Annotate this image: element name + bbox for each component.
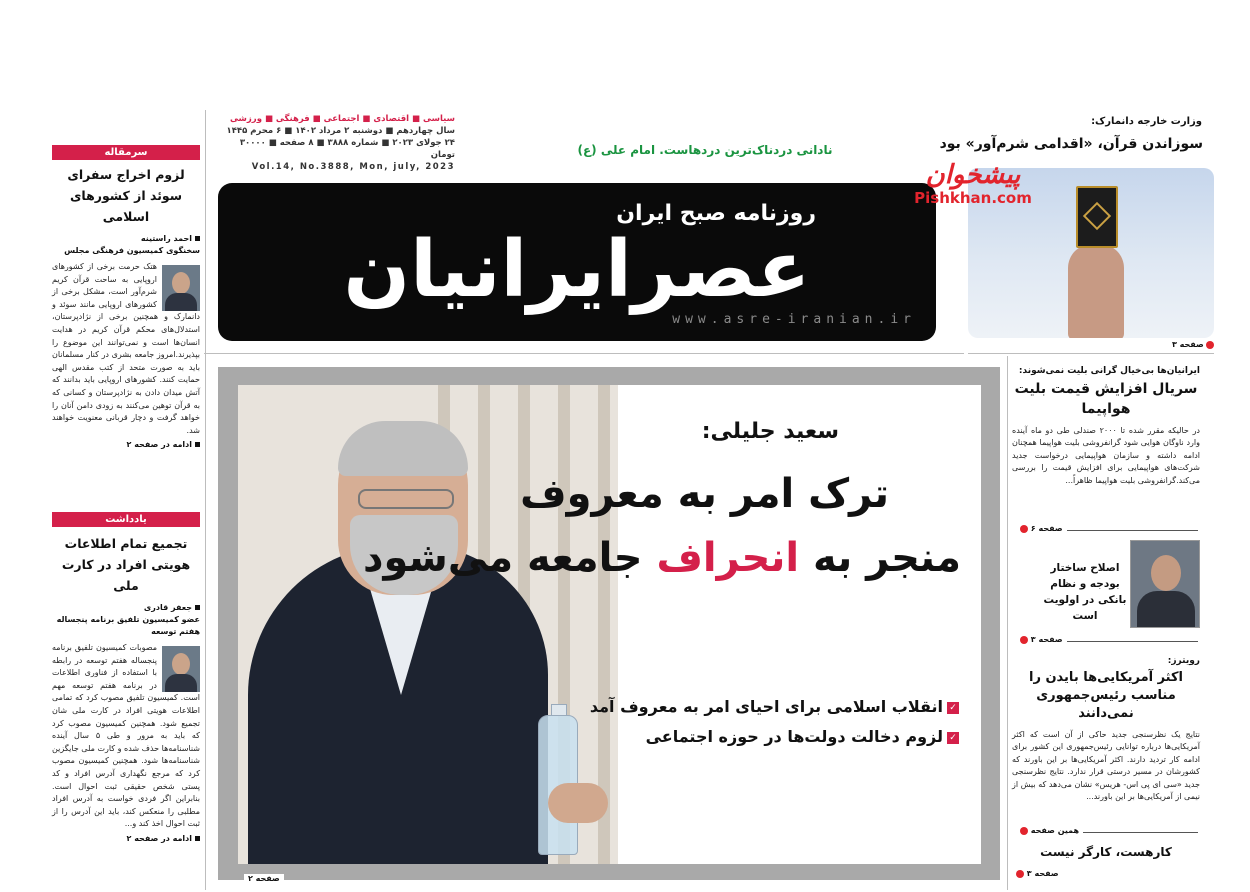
header-quote: نادانی دردناک‌ترین دردهاست. امام علی (ع)	[577, 143, 833, 157]
budget-headline[interactable]: اصلاح ساختار بودجه و نظام بانکی در اولویت است	[1043, 562, 1127, 622]
note-continued[interactable]: ادامه در صفحه ۲	[52, 834, 200, 843]
square-bullet-icon	[195, 836, 200, 841]
note-tag: یادداشت	[52, 512, 200, 527]
feature-panel	[238, 385, 981, 864]
jobs-page-ref[interactable]: صفحه ۳	[1014, 869, 1059, 878]
red-dot-icon	[1020, 525, 1028, 533]
editorial-headline[interactable]: لزوم اخراج سفرای سوئد از کشورهای اسلامی	[67, 167, 185, 224]
jobs-headline[interactable]: کارهست، کارگر نیست	[1040, 845, 1172, 859]
column-divider	[205, 110, 206, 890]
issue-line: ۲۴ جولای ۲۰۲۳ ■ شماره ۳۸۸۸ ■ ۸ صفحه ■ ۳۰۰۰۰ تومان	[239, 138, 455, 160]
editorial-tag: سرمقاله	[52, 145, 200, 160]
watermark-en: Pishkhan.com	[914, 189, 1032, 207]
masthead-url: www.asre-iranian.ir	[672, 312, 916, 327]
highlight-word: انحراف	[656, 535, 800, 581]
volume-line: Vol.14, No.3888, Mon, july, 2023	[251, 162, 455, 172]
column-divider	[1007, 356, 1008, 890]
masthead	[218, 183, 936, 341]
category-list: سیاسی ■ اقتصادی ■ اجتماعی ■ فرهنگی ■ ورزشی	[229, 114, 455, 124]
issue-meta	[215, 113, 455, 173]
editorial-continued[interactable]: ادامه در صفحه ۲	[52, 440, 200, 449]
reuters-headline[interactable]: اکثر آمریکایی‌ها بایدن را مناسب رئیس‌جمهوری نمی‌دانند	[1028, 670, 1184, 721]
note-author-role: عضو کمیسیون تلفیق برنامه پنجساله هفتم توسعه	[56, 615, 200, 636]
red-dot-icon	[1206, 341, 1214, 349]
feature-page-ref[interactable]: صفحه ۲	[244, 874, 284, 883]
note-headline[interactable]: تجمیع تمام اطلاعات هویتی افراد در کارت ملی	[61, 536, 191, 593]
feature-photo	[238, 385, 618, 864]
feature-headline-line2[interactable]: منجر به انحراف جامعه می‌شود	[362, 535, 961, 581]
square-bullet-icon	[195, 236, 200, 241]
divider	[204, 353, 964, 354]
airfare-story	[1012, 366, 1200, 487]
top-story-kicker: وزارت خارجه دانمارک:	[1091, 116, 1202, 127]
note-body: مصوبات کمیسیون تلفیق برنامه پنجساله هفتم توسعه در رابطه با استفاده از فناوری اطلاعات در برنامه هفتم توسعه مهم است. کمیسیون تلفیق مصوب کرد که تمامی اطلاعات هویتی افراد در کارت ملی شان تجمیع شود. همچنین کمیسیون مصوب کرد که باید به مرور و طی ۵ سال آینده شناسنامه‌ها حذف شده و کارت ملی جایگزین شناسنامه‌ها شود. همچنین کمیسیون مصوب کرد که مرجع نگهداری آدرس افراد و کد پستی شخص حقیقی ثبت احوال است. بنابراین اگر فردی خواست به آدرس افراد مطلبی را منعکس کند، باید این آدرس را از ثبت احوال اخذ کند و...	[52, 643, 200, 829]
feature-bullet: ✓لزوم دخالت دولت‌ها در حوزه اجتماعی	[646, 727, 959, 746]
date-line: سال چهاردهم ■ دوشنبه ۲ مرداد ۱۴۰۲ ■ ۶ محرم ۱۴۴۵	[226, 126, 455, 136]
newspaper-logo: عصرایرانیان	[343, 225, 811, 315]
feature-headline-line1[interactable]: ترک امر به معروف	[520, 471, 889, 517]
red-dot-icon	[1020, 827, 1028, 835]
editorial-author-role: سخنگوی کمیسیون فرهنگی مجلس	[64, 246, 200, 255]
airfare-page-ref[interactable]: صفحه ۶	[1014, 524, 1067, 533]
note-author: جعفر قادری	[52, 602, 200, 614]
square-bullet-icon	[195, 442, 200, 447]
author-avatar	[162, 265, 200, 311]
main-feature	[218, 367, 1000, 880]
masthead-tagline: روزنامه صبح ایران	[616, 201, 816, 226]
feature-bullet: ✓انقلاب اسلامی برای احیای امر به معروف آمد	[590, 697, 959, 716]
watermark-fa: پیشخوان	[925, 160, 1021, 190]
red-dot-icon	[1016, 870, 1024, 878]
author-avatar	[162, 646, 200, 692]
divider	[968, 353, 1214, 354]
airfare-body: در حالیکه مقرر شده تا ۲۰۰۰ صندلی طی دو ماه آینده وارد ناوگان هوایی شود گرانفروشی بلیت هواپیما همچنان ادامه داشته و سازمان هواپیمایی درخواست جدید شرکت‌های هواپیمایی برای افزایش قیمت را بررسی می‌کند.گرانفروشی بلیت هواپیما ظاهراً...	[1012, 426, 1200, 485]
reuters-page-ref[interactable]: همین صفحه	[1014, 826, 1083, 835]
hand-shape	[1068, 244, 1124, 338]
reuters-story	[1012, 656, 1200, 803]
check-icon: ✓	[947, 702, 959, 714]
reuters-body: نتایج یک نظرسنجی جدید حاکی از آن است که اکثر آمریکایی‌ها درباره توانایی رئیس‌جمهوری این کشور برای ادامه کار تردید دارند. اکثر آمریکایی‌ها بر این باورند که کشورشان در مسیر درستی قرار ندارد. نتایج نظرسنجی جدید «سی ای پی اس- هریس» نشان می‌دهد که بیش از نیمی از آمریکایی‌ها بر این باورند...	[1012, 730, 1200, 802]
budget-page-ref[interactable]: صفحه ۳	[1014, 635, 1067, 644]
top-story-page-ref[interactable]: صفحه ۳	[1172, 340, 1214, 349]
editorial-author: احمد راستینه	[52, 233, 200, 245]
red-dot-icon	[1020, 636, 1028, 644]
feature-kicker: سعید جلیلی:	[701, 419, 839, 444]
pishkhan-watermark	[908, 160, 1038, 206]
top-story-headline[interactable]: سوزاندن قرآن، «اقدامی شرم‌آور» بود	[939, 136, 1203, 152]
book-ornament	[1083, 202, 1111, 230]
editorial-body: هتک حرمت برخی از کشورهای اروپایی به ساحت قرآن کریم شرم‌آور است، مشکل برخی از کشورهای اروپایی مانند سوئد و دانمارک و همچنین برخی از نژادپرستان، استدلال‌های محکم قرآن کریم در هدایت انسان‌ها است و نمی‌توانند این موضوع را بپذیرند.امروز جامعه بشری در کنار مسلمانان باید به صورت متحد از کتب مقدس الهی حمایت کنند. کشورهای اروپایی باید بدانند که آتش میدان دادن به نژادپرستان و کسانی که به قرآن توهین می‌کنند به زودی دامن آنان را خواهد گرفت و دچار قربانی معنویت خواهند شد.	[52, 262, 200, 435]
editorial-article	[52, 164, 200, 449]
reuters-kicker: رویترز:	[1167, 656, 1200, 666]
airfare-kicker: ایرانیان‌ها بی‌خیال گرانی بلیت نمی‌شوند:	[1018, 366, 1200, 376]
note-article	[52, 533, 200, 843]
square-bullet-icon	[195, 605, 200, 610]
check-icon: ✓	[947, 732, 959, 744]
airfare-headline[interactable]: سریال افزایش قیمت بلیت هواپیما	[1014, 381, 1198, 417]
interviewee-photo	[1130, 540, 1200, 628]
book-shape	[1076, 186, 1118, 248]
